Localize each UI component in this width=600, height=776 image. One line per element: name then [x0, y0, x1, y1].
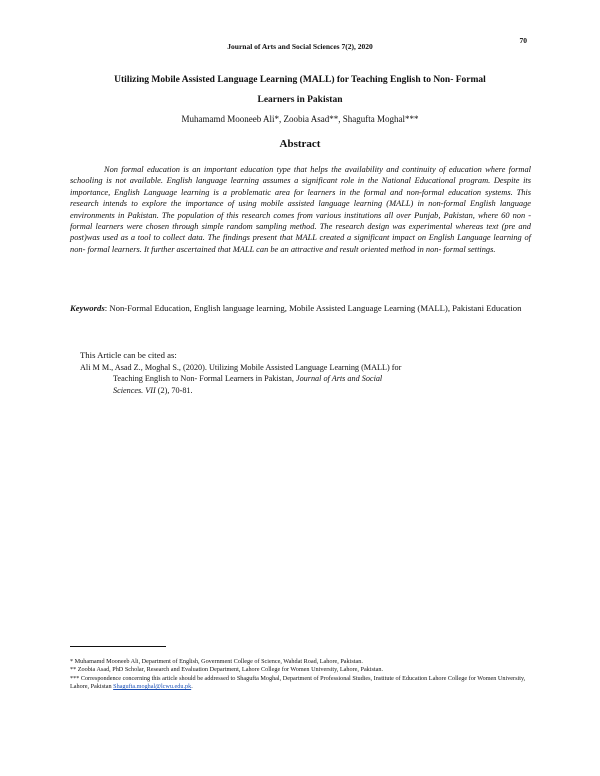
abstract-body: Non formal education is an important education type that helps the availability and continuity of education where formal schooling is not available. English language learning assumes a significant role in the National Educational program. Despite its importance, English Language learning is a problematic area for learners in the formal and non-formal education systems. This research intends to explore the importance of using mobile assisted language learning (MALL) in non-formal English language environments in Pakistan. The population of this research comes from various institutions all over Punjab, Pakistan, where 60 non - formal learners were chosen through simple random sampling method. The research design was experimental whereas text (pre and post)was used as a tool to collect data. The findings present that MALL created a significant impact on English Language learning of non- formal learners. It further ascertained that MALL can be an attractive and result oriented method in non- formal settings. — [70, 165, 531, 254]
author-list: Muhamamd Mooneeb Ali*, Zoobia Asad**, Shagufta Moghal*** — [181, 114, 419, 124]
footnote-3 — [70, 675, 532, 692]
email-link[interactable]: Shagufta.moghal@lcwu.edu.pk — [113, 682, 192, 690]
journal-header: Journal of Arts and Social Sciences 7(2), 2020 — [227, 42, 373, 51]
footnote-1: * Muhamamd Mooneeb Ali, Department of English, Government College of Science, Wahdat Road, Lahore, Pakistan. — [70, 658, 363, 665]
keywords-text: : Non-Formal Education, English language learning, Mobile Assisted Language Learning (MALL), Pakistani Education — [104, 303, 522, 313]
citation-intro: This Article can be cited as: — [80, 350, 177, 360]
footnote-2: ** Zoobia Asad, PhD Scholar, Research and Evaluation Department, Lahore College for Women University, Lahore, Pakistan. — [70, 666, 384, 674]
citation-volume: Sciences. VII — [113, 385, 156, 395]
citation-line-1: Ali M M., Asad Z., Moghal S., (2020). Utilizing Mobile Assisted Language Learning (MALL) for — [80, 363, 402, 372]
citation-reference — [80, 362, 472, 396]
citation-journal: Journal of Arts and Social — [295, 374, 383, 384]
citation-text: Teaching English to Non- Formal Learners in Pakistan, — [113, 374, 296, 384]
footnote-divider — [70, 646, 166, 647]
footnote-3-text: *** Correspondence concerning this article should be addressed to Shagufta Moghal, Department of Professional Studies, Institute of Education Lahore College for Women University, Lahore, Pakistan — [70, 674, 526, 690]
footnote-3-end: . — [191, 682, 193, 690]
keywords-label: Keywords — [70, 303, 105, 313]
paper-title — [80, 70, 520, 110]
citation-line-2 — [80, 373, 472, 384]
citation-line-3 — [80, 385, 472, 396]
citation-pages: (2), 70-81. — [155, 385, 193, 395]
title-line-1: Utilizing Mobile Assisted Language Learning (MALL) for Teaching English to Non- Formal — [114, 75, 486, 85]
abstract-heading: Abstract — [279, 138, 321, 150]
page-number: 70 — [519, 36, 527, 45]
footnotes — [70, 658, 532, 691]
title-line-2: Learners in Pakistan — [257, 95, 343, 105]
keywords — [70, 302, 531, 315]
